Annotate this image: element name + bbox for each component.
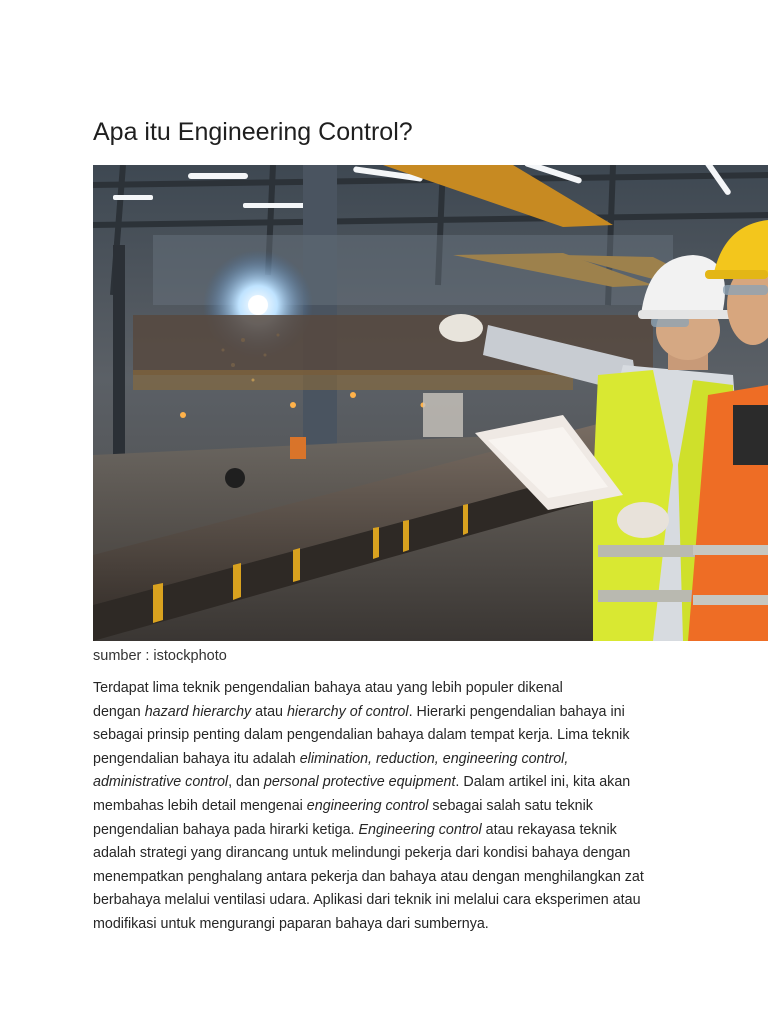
paragraph-text: atau — [251, 703, 287, 720]
paragraph-line — [93, 866, 683, 890]
italic-term: administrative control — [93, 774, 229, 791]
paragraph-text: adalah strategi yang dirancang untuk melindungi pekerja dari kondisi bahaya dengan — [93, 845, 631, 862]
paragraph-text: . Hierarki pengendalian bahaya ini — [408, 703, 625, 720]
paragraph-text: menempatkan penghalang antara pekerja dan bahaya atau dengan menghilangkan zat — [93, 868, 644, 885]
italic-term: engineering control — [306, 797, 429, 814]
paragraph-line — [93, 771, 683, 795]
paragraph-text: pengendalian bahaya itu adalah — [93, 750, 300, 767]
paragraph-line — [93, 748, 683, 772]
paragraph-line — [93, 819, 683, 843]
article-title: Apa itu Engineering Control? — [93, 118, 413, 146]
paragraph-text: sebagai salah satu teknik — [428, 797, 593, 814]
paragraph-text: sebagai prinsip penting dalam pengendalian bahaya dalam tempat kerja. Lima teknik — [93, 727, 630, 744]
paragraph-text: , dan — [228, 774, 264, 791]
paragraph-line — [93, 913, 683, 937]
paragraph-line — [93, 701, 683, 725]
paragraph-line — [93, 724, 683, 748]
paragraph-text: atau rekayasa teknik — [481, 821, 617, 838]
image-caption: sumber : istockphoto — [93, 648, 227, 664]
paragraph-text: membahas lebih detail mengenai — [93, 797, 307, 814]
paragraph-line — [93, 889, 683, 913]
paragraph-line — [93, 795, 683, 819]
italic-term: elimination, reduction, engineering control, — [299, 750, 569, 767]
paragraph-text: dengan — [93, 703, 145, 720]
paragraph-text: Terdapat lima teknik pengendalian bahaya atau yang lebih populer dikenal — [93, 680, 563, 696]
paragraph-line — [93, 842, 683, 866]
italic-term: hierarchy of control — [286, 703, 409, 720]
italic-term: hazard hierarchy — [144, 703, 252, 720]
paragraph-text: pengendalian bahaya pada hirarki ketiga. — [93, 821, 359, 838]
paragraph-line — [93, 677, 683, 701]
italic-term: personal protective equipment — [263, 774, 456, 791]
article-paragraph — [93, 677, 683, 937]
paragraph-text: . Dalam artikel ini, kita akan — [455, 774, 631, 791]
italic-term: Engineering control — [358, 821, 482, 838]
paragraph-text: berbahaya melalui ventilasi udara. Aplikasi dari teknik ini melalui cara eksperimen atau — [93, 892, 641, 909]
hero-photo-factory-workers — [93, 165, 768, 641]
paragraph-text: modifikasi untuk mengurangi paparan bahaya dari sumbernya. — [93, 915, 489, 932]
